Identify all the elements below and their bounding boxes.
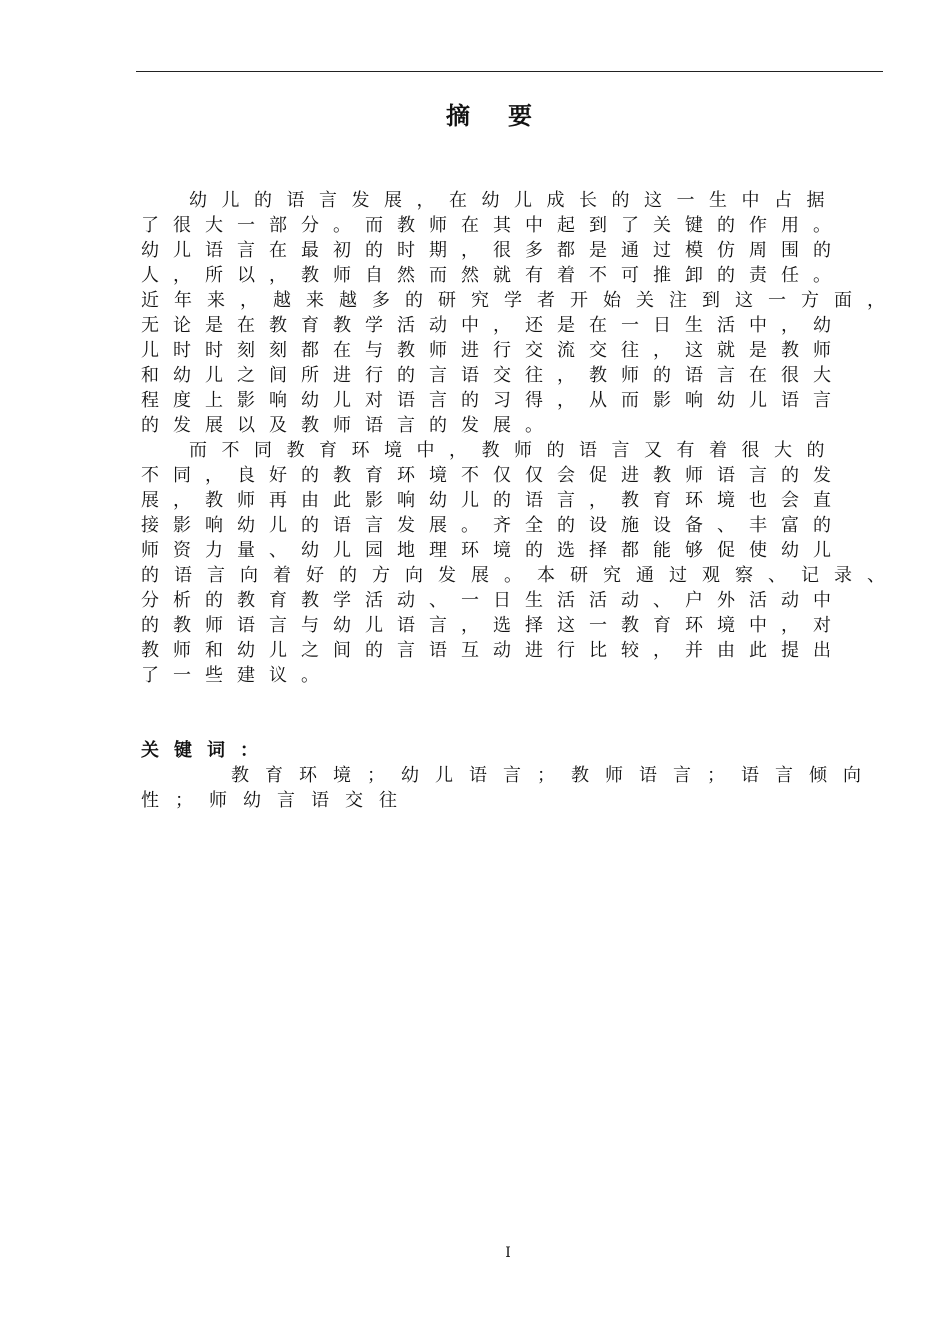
abstract-line: 了一些建议。 — [141, 665, 333, 686]
abstract-line: 人，所以，教师自然而然就有着不可推卸的责任。 — [141, 265, 845, 286]
abstract-line: 接影响幼儿的语言发展。齐全的设施设备、丰富的 — [141, 515, 845, 536]
abstract-line: 师资力量、幼儿园地理环境的选择都能够促使幼儿 — [141, 540, 845, 561]
abstract-line: 的语言向着好的方向发展。本研究通过观察、记录、 — [141, 565, 900, 586]
abstract-body — [141, 188, 901, 688]
abstract-line: 展，教师再由此影响幼儿的语言，教育环境也会直 — [141, 490, 845, 511]
keywords-line: 性；师幼言语交往 — [141, 790, 413, 811]
abstract-line: 了很大一部分。而教师在其中起到了关键的作用。 — [141, 215, 845, 236]
abstract-line: 幼儿的语言发展，在幼儿成长的这一生中占据 — [189, 190, 839, 211]
abstract-line: 不同，良好的教育环境不仅仅会促进教师语言的发 — [141, 465, 845, 486]
page-number: I — [505, 1245, 511, 1261]
abstract-line: 和幼儿之间所进行的言语交往，教师的语言在很大 — [141, 365, 845, 386]
keywords-body — [141, 763, 901, 813]
abstract-line: 的发展以及教师语言的发展。 — [141, 415, 557, 436]
abstract-line: 程度上影响幼儿对语言的习得，从而影响幼儿语言 — [141, 390, 845, 411]
keywords-label: 关键词： — [141, 740, 273, 761]
keywords-line: 教育环境；幼儿语言；教师语言；语言倾向 — [231, 765, 877, 786]
header-rule — [136, 71, 883, 72]
abstract-line: 儿时时刻刻都在与教师进行交流交往，这就是教师 — [141, 340, 845, 361]
page-title: 摘要 — [446, 101, 570, 130]
abstract-line: 近年来，越来越多的研究学者开始关注到这一方面， — [141, 290, 900, 311]
abstract-line: 幼儿语言在最初的时期，很多都是通过模仿周围的 — [141, 240, 845, 261]
abstract-line: 教师和幼儿之间的言语互动进行比较，并由此提出 — [141, 640, 845, 661]
abstract-line: 的教师语言与幼儿语言，选择这一教育环境中，对 — [141, 615, 845, 636]
abstract-line: 无论是在教育教学活动中，还是在一日生活中，幼 — [141, 315, 845, 336]
abstract-line: 分析的教育教学活动、一日生活活动、户外活动中 — [141, 590, 845, 611]
abstract-line: 而不同教育环境中，教师的语言又有着很大的 — [189, 440, 839, 461]
